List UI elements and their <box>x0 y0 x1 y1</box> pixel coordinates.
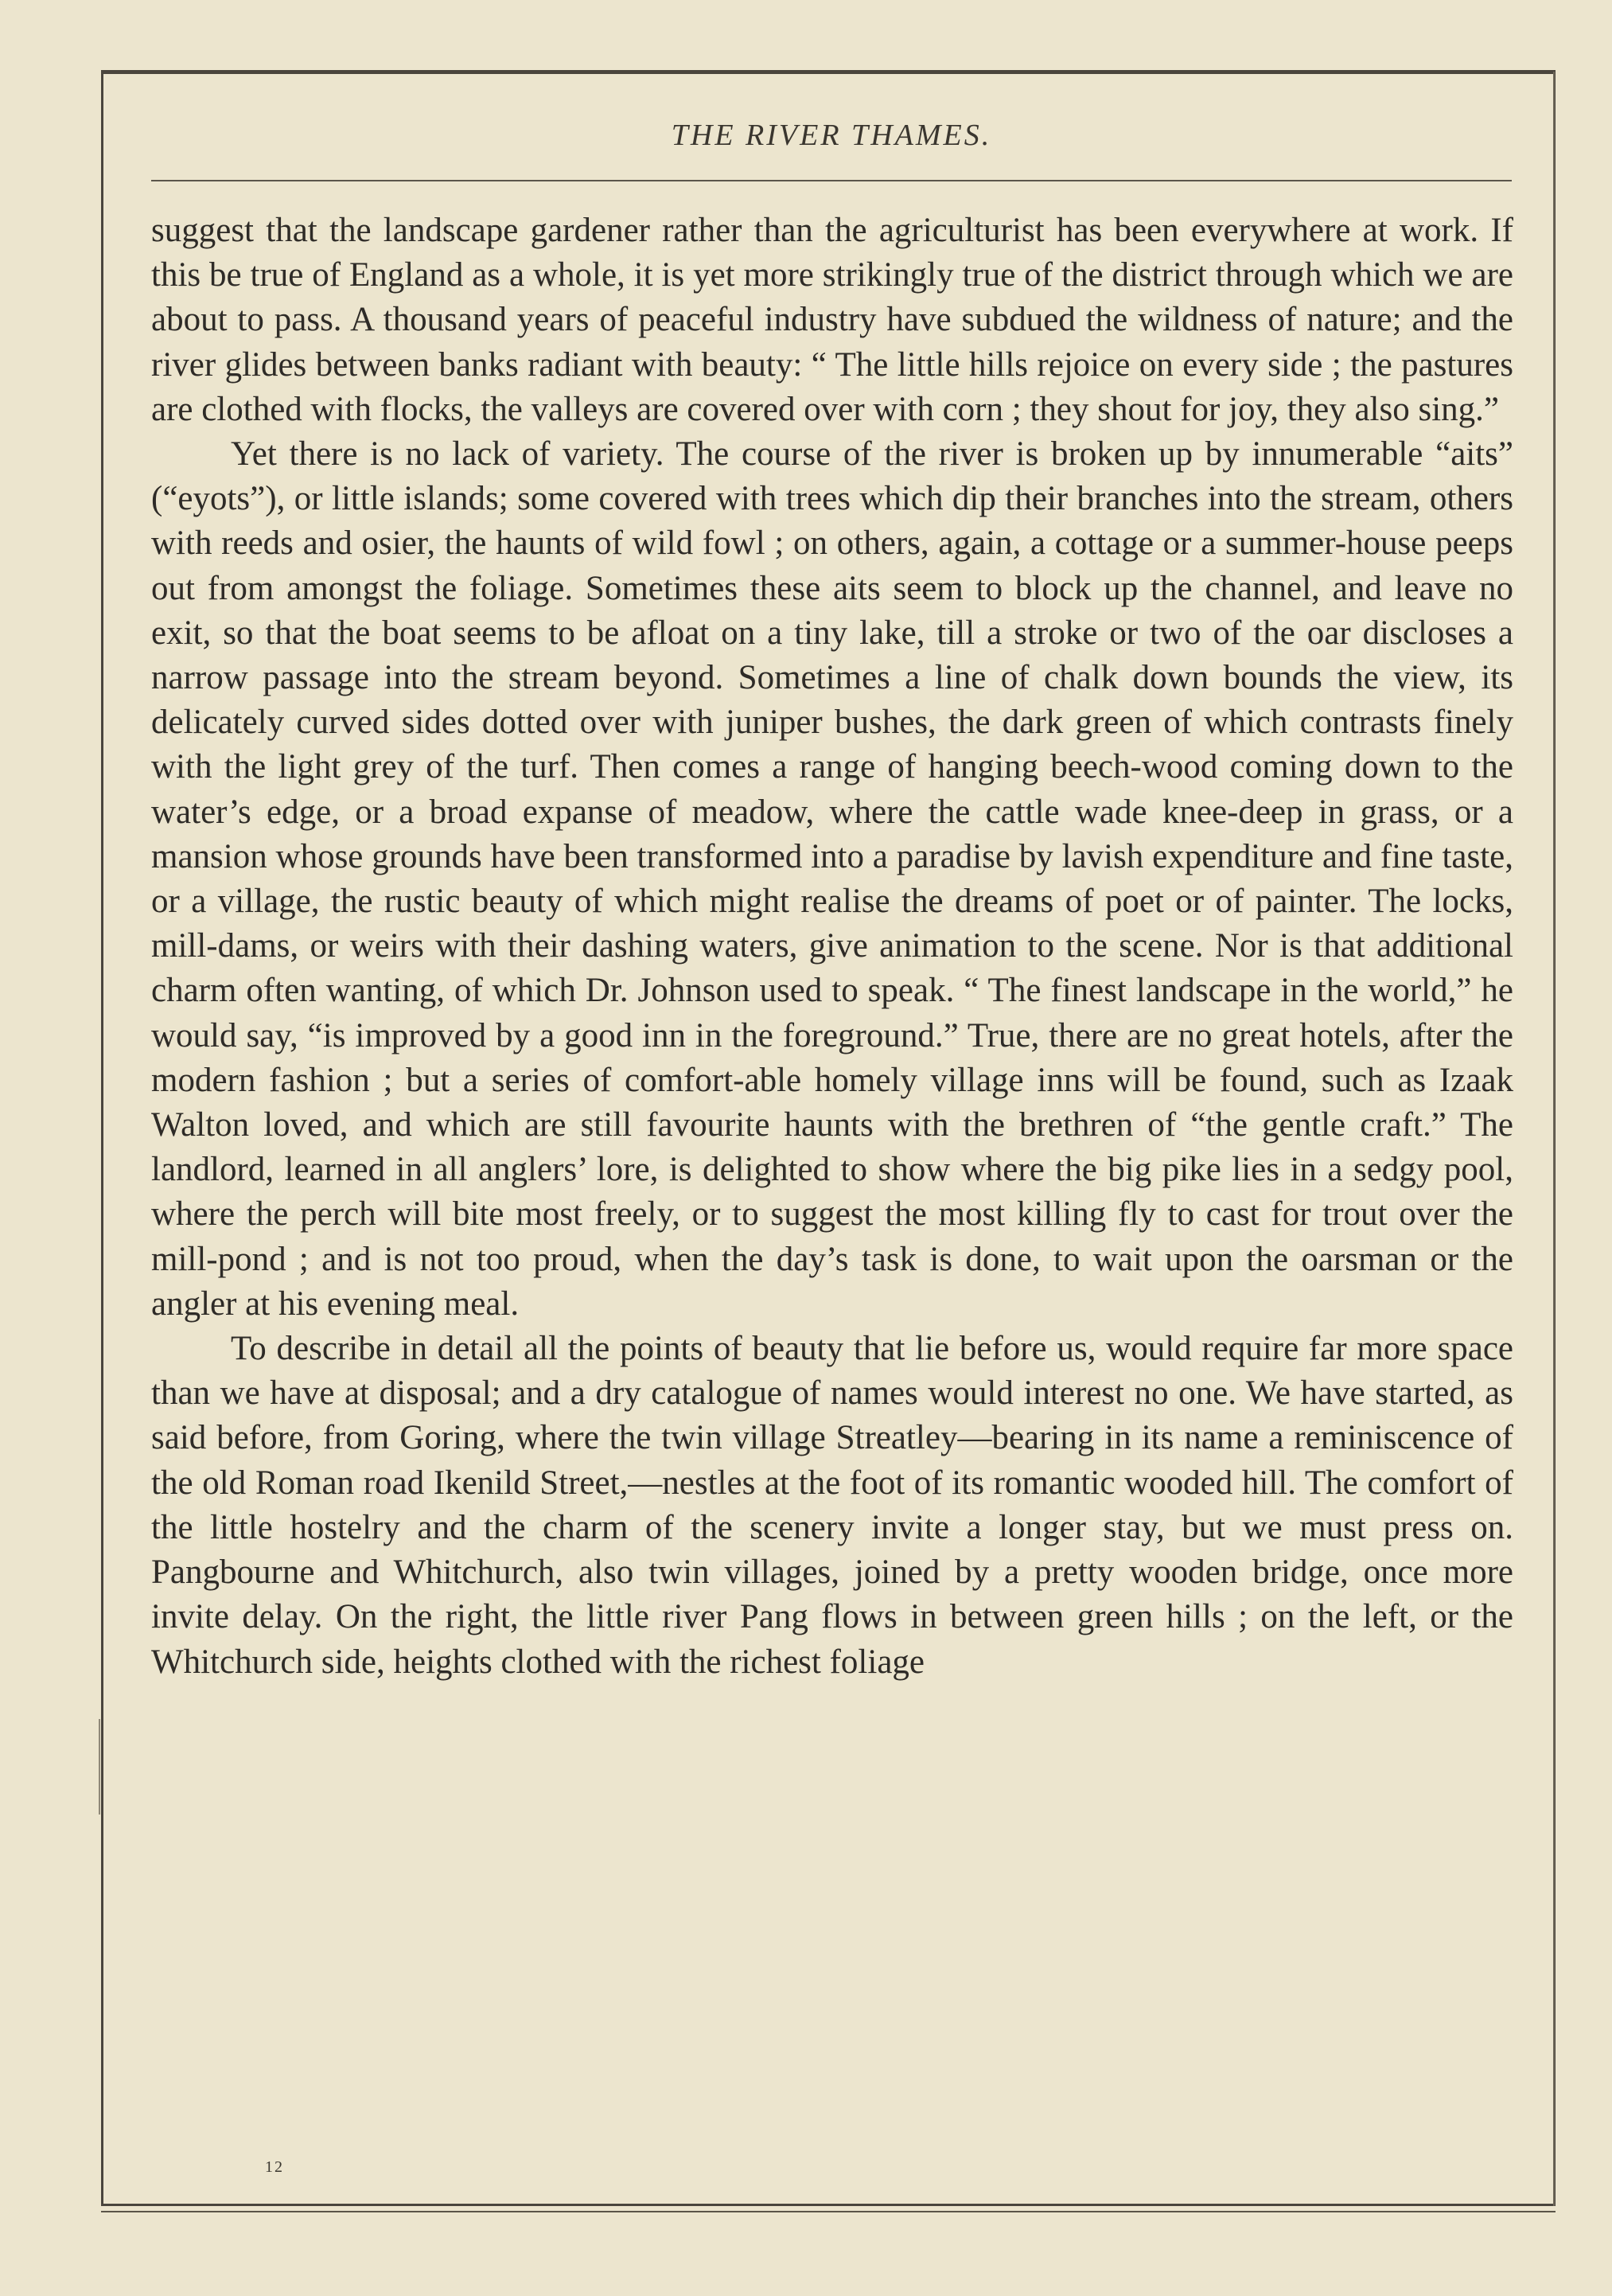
frame-bottom-rule <box>101 2211 1556 2212</box>
paragraph: Yet there is no lack of variety. The course of the river is broken up by innumerable “aits” (“eyots”), or little islands; some covered with trees which dip their branches into the stream, others with reeds and osier, the haunts of wild fowl ; on others, again, a cottage or a summer-house peeps out from amongst the foliage. Sometimes these aits seem to block up the channel, and leave no exit, so that the boat seems to be afloat on a tiny lake, till a stroke or two of the oar discloses a narrow passage into the stream beyond. Sometimes a line of chalk down bounds the view, its delicately curved sides dotted over with juniper bushes, the dark green of which contrasts finely with the light grey of the turf. Then comes a range of hanging beech-wood coming down to the water’s edge, or a broad expanse of meadow, where the cattle wade knee-deep in grass, or a mansion whose grounds have been transformed into a paradise by lavish expenditure and fine taste, or a village, the rustic beauty of which might realise the dreams of poet or of painter. The locks, mill-dams, or weirs with their dashing waters, give animation to the scene. Nor is that additional charm often wanting, of which Dr. Johnson used to speak. “ The finest landscape in the world,” he would say, “is improved by a good inn in the foreground.” True, there are no great hotels, after the modern fashion ; but a series of comfort-able homely village inns will be found, such as Izaak Walton loved, and which are still favourite haunts with the brethren of “the gentle craft.” The landlord, learned in all anglers’ lore, is delighted to show where the big pike lies in a sedgy pool, where the perch will bite most freely, or to suggest the most killing fly to cast for trout over the mill-pond ; and is not too proud, when the day’s task is done, to wait upon the oarsman or the angler at his evening meal. <box>151 435 1513 1323</box>
paragraph: suggest that the landscape gardener rather than the agriculturist has been everywhere at work. If this be true of England as a whole, it is yet more strikingly true of the district through which we are about to pass. A thousand years of peaceful industry have subdued the wildness of nature; and the river glides between banks radiant with beauty: “ The little hills rejoice on every side ; the pastures are clothed with flocks, the valleys are covered over with corn ; they shout for joy, they also sing.” <box>151 212 1513 428</box>
inner-right-rule <box>1553 72 1555 2206</box>
running-head: THE RIVER THAMES. <box>671 119 992 152</box>
paragraph: To describe in detail all the points of beauty that lie before us, would require far more space than we have at disposal; and a dry catalogue of names would interest no one. We have started, as said before, from Goring, where the twin village Streatley—bearing in its name a reminiscence of the old Roman road Ikenild Street,—nestles at the foot of its romantic wooded hill. The comfort of the little hostelry and the charm of the scenery invite a longer stay, but we must press on. Pangbourne and Whitchurch, also twin villages, joined by a pretty wooden bridge, once more invite delay. On the right, the little river Pang flows in between green hills ; on the left, or the Whitchurch side, heights clothed with the richest foliage <box>151 1330 1513 1681</box>
header-rule <box>151 180 1512 181</box>
body-text <box>151 209 1513 1685</box>
signature-mark: 12 <box>265 2158 284 2176</box>
margin-mark <box>99 1719 100 1815</box>
